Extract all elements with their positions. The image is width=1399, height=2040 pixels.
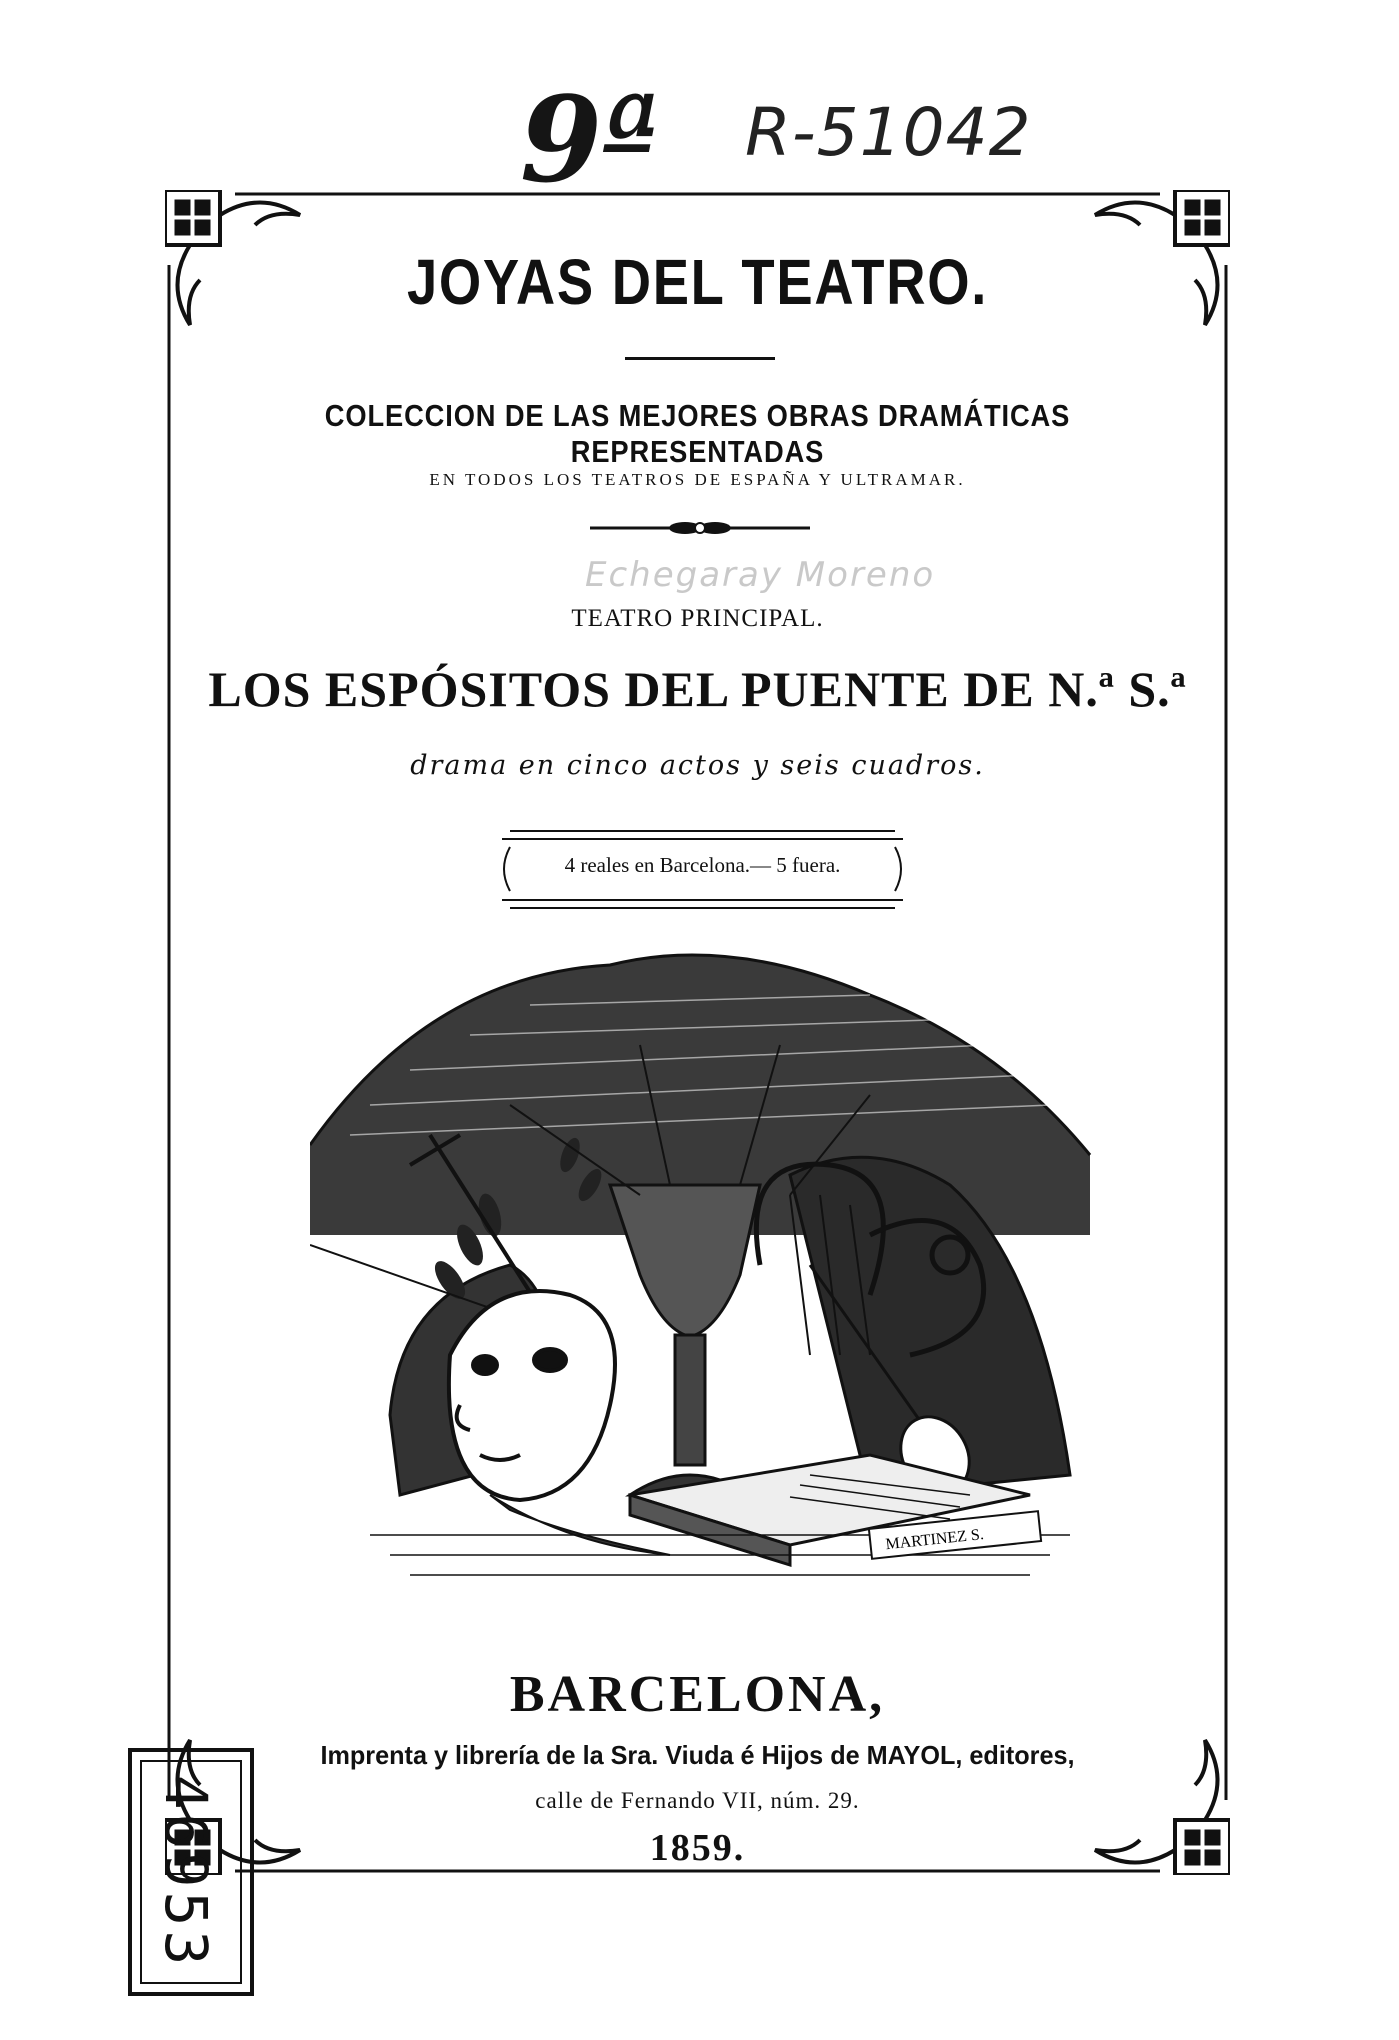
publication-year: 1859. [649, 1827, 746, 1869]
play-title: LOS ESPÓSITOS DEL PUENTE DE N.ª S.ª [208, 661, 1187, 717]
ornament-rule-icon [590, 517, 810, 539]
title-rule [625, 357, 775, 360]
theatre-emblem-illustration [310, 935, 1100, 1655]
goblet-icon [610, 1185, 760, 1495]
city: BARCELONA, [509, 1666, 886, 1723]
territory-line: EN TODOS LOS TEATROS DE ESPAÑA Y ULTRAMAR. [429, 470, 966, 489]
collection-description: COLECCION DE LAS MEJORES OBRAS DRAMÁTICAS REPRESENTADAS [324, 398, 1071, 469]
library-stamp-number: 46953 [152, 1774, 220, 1970]
play-genre: drama en cinco actos y seis cuadros. [410, 750, 985, 781]
shelfmark-code: R-51042 [745, 94, 1032, 171]
shelfmark-number: 9ª [520, 70, 660, 209]
illustration-signature-text: MARTINEZ S. [884, 1526, 985, 1554]
theatre-mask-icon [449, 1291, 615, 1500]
series-title: JOYAS DEL TEATRO. [406, 246, 989, 318]
price-box [490, 827, 915, 912]
publisher: Imprenta y librería de la Sra. Viuda é Hijos de MAYOL, editores, [320, 1740, 1075, 1770]
theatre-name: TEATRO PRINCIPAL. [571, 605, 824, 632]
price-text: 4 reales en Barcelona.— 5 fuera. [564, 853, 841, 877]
library-stamp [128, 1748, 254, 1996]
address: calle de Fernando VII, núm. 29. [535, 1788, 860, 1813]
faded-stamp: Echegaray Moreno [585, 555, 936, 595]
handwritten-shelfmark [520, 70, 1080, 209]
